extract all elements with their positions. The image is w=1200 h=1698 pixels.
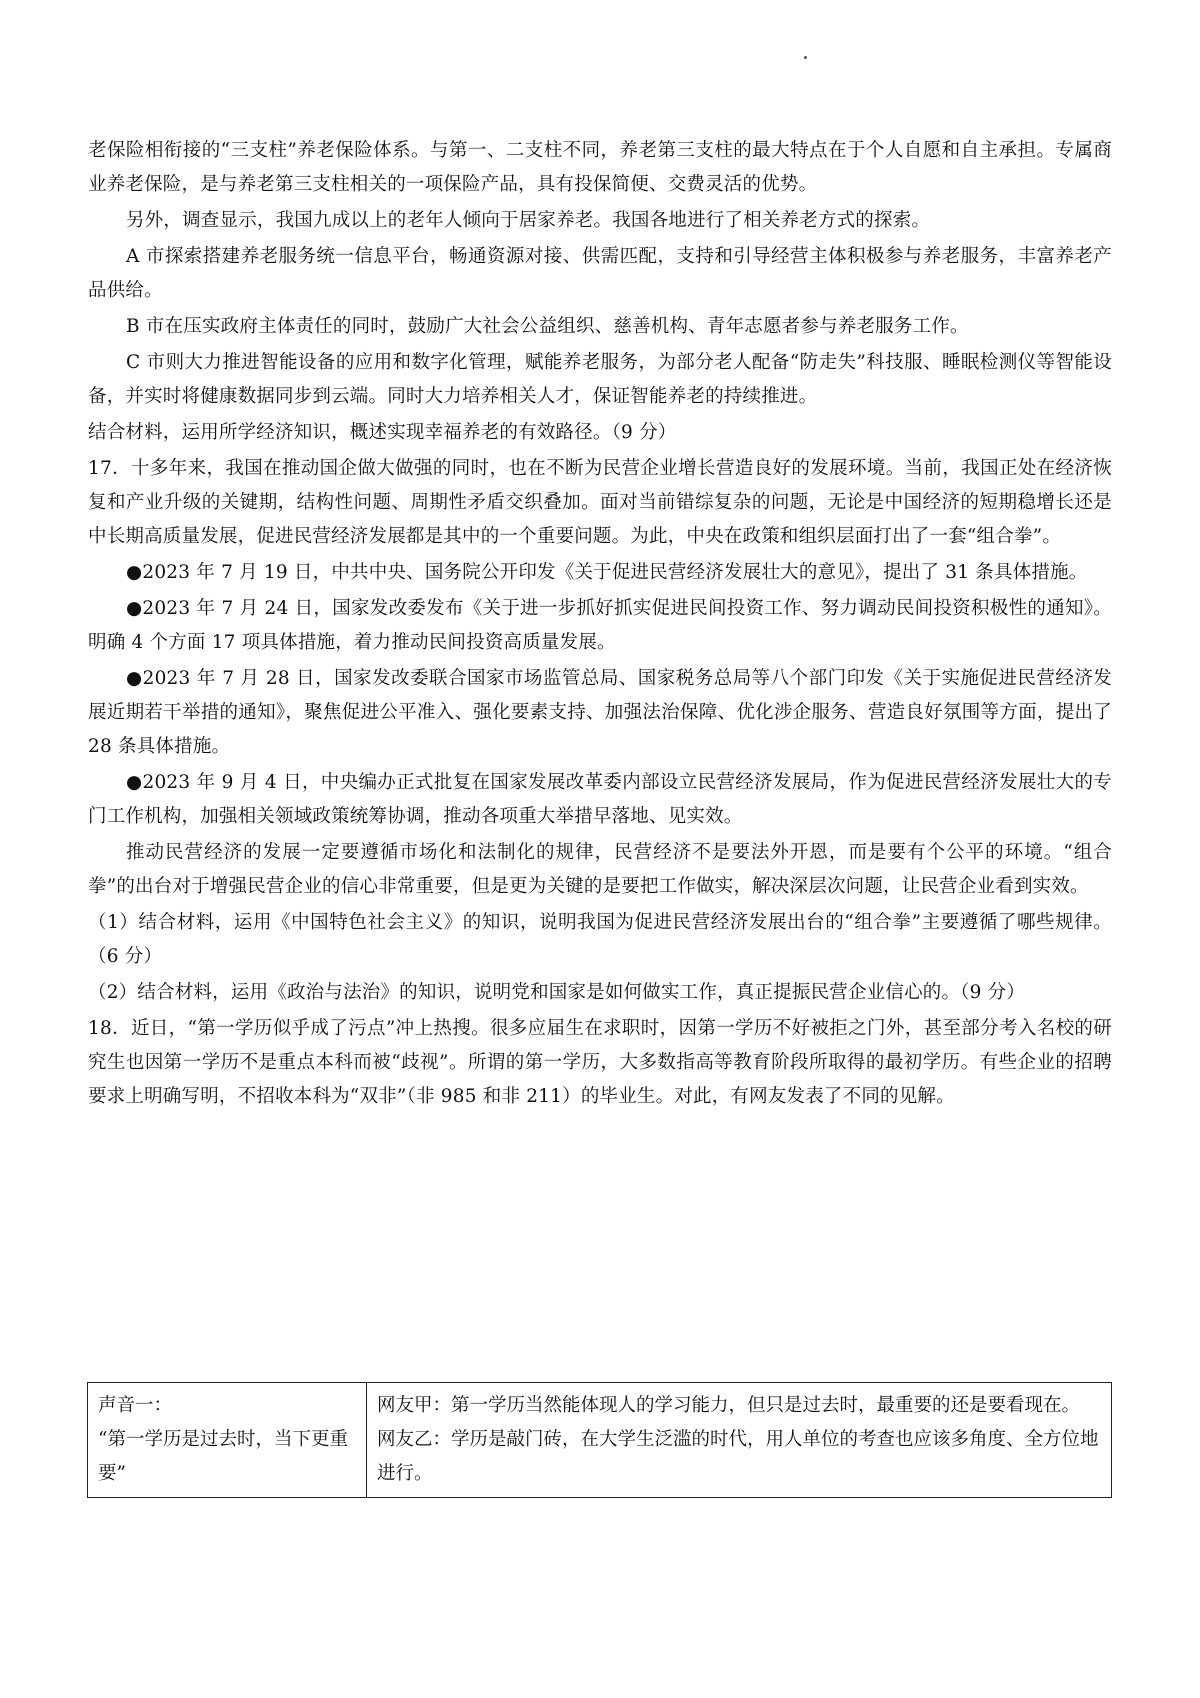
paragraph-city-c: C 市则大力推进智能设备的应用和数字化管理，赋能养老服务，为部分老人配备“防走失”科技服、睡眠检测仪等智能设备，并实时将健康数据同步到云端。同时大力培养相关人才，保证智能养老的持续推进。 (88, 352, 1112, 407)
paragraph-city-b: B 市在压实政府主体责任的同时，鼓励广大社会公益组织、慈善机构、青年志愿者参与养老服务工作。 (126, 316, 969, 337)
question-17-bullet: ●2023 年 7 月 24 日，国家发改委发布《关于进一步抓好抓实促进民间投资工作、努力调动民间投资积极性的通知》。明确 4 个方面 17 项具体措施，着力推动民间投资高质量发展。 (88, 598, 1112, 653)
question-17-sub-2: （2）结合材料，运用《政治与法治》的知识，说明党和国家是如何做实工作，真正提振民营企业信心的。（9 分） (88, 982, 1026, 1003)
comment-netizen-a: 网友甲：第一学历当然能体现人的学习能力，但只是过去时，最重要的还是要看现在。 (377, 1395, 1081, 1416)
scan-dot (804, 56, 807, 59)
comment-netizen-b: 网友乙：学历是敲门砖，在大学生泛滥的时代，用人单位的考查也应该多角度、全方位地进行。 (377, 1429, 1099, 1484)
voice-cell (88, 1383, 367, 1498)
question-17-bullet: ●2023 年 9 月 4 日，中央编办正式批复在国家发展改革委内部设立民营经济发展局，作为促进民营经济发展壮大的专门工作机构，加强相关领域政策统筹协调，推动各项重大举措早落地、见实效。 (88, 772, 1112, 827)
comments-cell (367, 1383, 1112, 1498)
paragraph-home-care: 另外，调查显示，我国九成以上的老年人倾向于居家养老。我国各地进行了相关养老方式的探索。 (126, 210, 931, 231)
question-17-intro: 17．十多年来，我国在推动国企做大做强的同时，也在不断为民营企业增长营造良好的发展环境。当前，我国正处在经济恢复和产业升级的关键期，结构性问题、周期性矛盾交织叠加。面对当前错综复杂的问题，无论是中国经济的短期稳增长还是中长期高质量发展，促进民营经济发展都是其中的一个重要问题。为此，中央在政策和组织层面打出了一套“组合拳”。 (88, 458, 1112, 547)
question-17-closing: 推动民营经济的发展一定要遵循市场化和法制化的规律，民营经济不是要法外开恩，而是要有个公平的环境。“组合拳”的出台对于增强民营企业的信心非常重要，但是更为关键的是要把工作做实，解决深层次问题，让民营企业看到实效。 (88, 842, 1112, 897)
voice-text: “第一学历是过去时，当下更重要” (98, 1429, 348, 1484)
table-row (88, 1383, 1112, 1498)
paragraph-pension-pillars: 老保险相衔接的“三支柱”养老保险体系。与第一、二支柱不同，养老第三支柱的最大特点在于个人自愿和自主承担。专属商业养老保险，是与养老第三支柱相关的一项保险产品，具有投保简便、交费灵活的优势。 (88, 140, 1112, 195)
voice-title: 声音一： (98, 1395, 173, 1416)
question-17-bullet: ●2023 年 7 月 28 日，国家发改委联合国家市场监管总局、国家税务总局等八个部门印发《关于实施促进民营经济发展近期若干举措的通知》，聚焦促进公平准入、强化要素支持、加强法治保障、优化涉企服务、营造良好氛围等方面，提出了 28 条具体措施。 (88, 668, 1112, 757)
document-body (88, 134, 1112, 1116)
opinions-table (87, 1382, 1112, 1498)
question-17-sub-1: （1）结合材料，运用《中国特色社会主义》的知识，说明我国为促进民营经济发展出台的“组合拳”主要遵循了哪些规律。（6 分） (88, 912, 1112, 967)
question-18-intro: 18．近日，“第一学历似乎成了污点”冲上热搜。很多应届生在求职时，因第一学历不好被拒之门外，甚至部分考入名校的研究生也因第一学历不是重点本科而被“歧视”。所谓的第一学历，大多数指高等教育阶段所取得的最初学历。有些企业的招聘要求上明确写明，不招收本科为“双非”（非 985 和非 211）的毕业生。对此，有网友发表了不同的见解。 (88, 1018, 1112, 1107)
question-16-prompt: 结合材料，运用所学经济知识，概述实现幸福养老的有效路径。（9 分） (88, 422, 677, 443)
question-17-bullet: ●2023 年 7 月 19 日，中共中央、国务院公开印发《关于促进民营经济发展壮大的意见》，提出了 31 条具体措施。 (126, 562, 1088, 583)
paragraph-city-a: A 市探索搭建养老服务统一信息平台，畅通资源对接、供需匹配，支持和引导经营主体积极参与养老服务，丰富养老产品供给。 (88, 246, 1112, 301)
